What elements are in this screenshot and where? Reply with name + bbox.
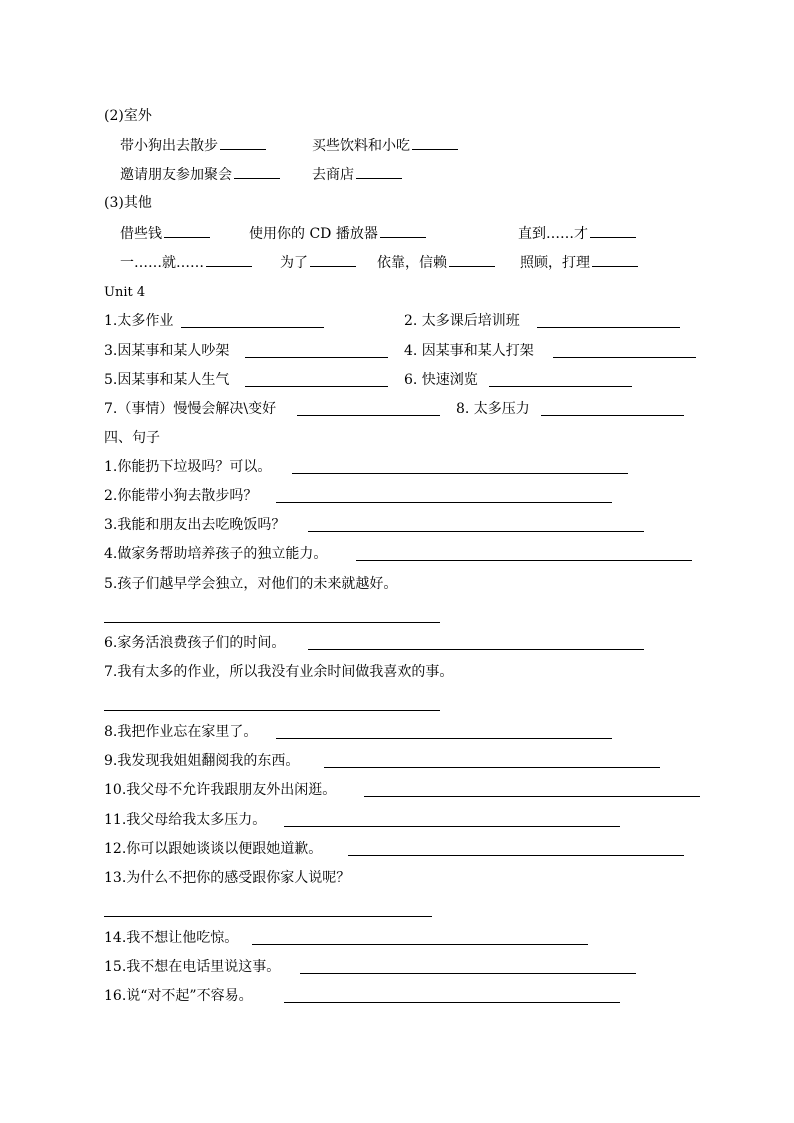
sentence-prompt: 3.我能和朋友出去吃晚饭吗？ <box>104 517 286 533</box>
sentence-prompt: 11.我父母给我太多压力。 <box>104 812 267 828</box>
sentence-prompt: 2.你能带小狗去散步吗？ <box>104 488 258 504</box>
answer-line[interactable] <box>348 855 684 856</box>
answer-line[interactable] <box>300 973 636 974</box>
sentence-prompt: 5.孩子们越早学会独立，对他们的未来就越好。 <box>104 576 398 592</box>
unit4-item: 5.因某事和某人生气 <box>104 372 230 388</box>
vocab-item: 借些钱 <box>120 223 210 244</box>
unit4-item: 4. 因某事和某人打架 <box>404 343 534 359</box>
vocab-item: 照顾，打理 <box>520 252 638 273</box>
vocab-item: 一……就…… <box>120 252 252 273</box>
answer-blank[interactable] <box>553 357 696 358</box>
answer-blank[interactable] <box>356 164 402 179</box>
answer-blank[interactable] <box>220 135 266 150</box>
answer-blank[interactable] <box>164 223 210 238</box>
answer-blank[interactable] <box>245 386 388 387</box>
answer-blank[interactable] <box>310 252 356 267</box>
unit4-item: 1.太多作业 <box>104 313 174 329</box>
answer-blank[interactable] <box>412 135 458 150</box>
answer-line[interactable] <box>324 767 660 768</box>
answer-blank[interactable] <box>380 223 426 238</box>
unit4-title: Unit 4 <box>104 285 146 300</box>
answer-blank[interactable] <box>297 415 440 416</box>
vocab-item: 邀请朋友参加聚会 <box>120 164 280 185</box>
sentence-prompt: 10.我父母不允许我跟朋友外出闲逛。 <box>104 782 337 798</box>
answer-blank[interactable] <box>592 252 638 267</box>
vocab-item: 去商店 <box>312 164 402 185</box>
vocab-item: 为了 <box>280 252 356 273</box>
vocab-item: 带小狗出去散步 <box>120 135 266 156</box>
answer-blank[interactable] <box>541 415 684 416</box>
answer-blank[interactable] <box>449 252 495 267</box>
sentence-prompt: 13.为什么不把你的感受跟你家人说呢？ <box>104 870 351 886</box>
sentence-prompt: 7.我有太多的作业，所以我没有业余时间做我喜欢的事。 <box>104 664 454 680</box>
answer-line[interactable] <box>308 531 644 532</box>
answer-blank[interactable] <box>590 223 636 238</box>
answer-line[interactable] <box>356 560 692 561</box>
vocab-item: 使用你的 CD 播放器 <box>249 223 426 244</box>
answer-blank[interactable] <box>537 327 680 328</box>
section-outdoor-title: (2)室外 <box>104 108 152 124</box>
answer-line[interactable] <box>276 502 612 503</box>
sentence-prompt: 9.我发现我姐姐翻阅我的东西。 <box>104 753 300 769</box>
sentence-prompt: 8.我把作业忘在家里了。 <box>104 724 258 740</box>
sentences-title: 四、句子 <box>104 430 160 446</box>
answer-blank[interactable] <box>245 357 388 358</box>
answer-blank[interactable] <box>206 252 252 267</box>
sentence-prompt: 6.家务活浪费孩子们的时间。 <box>104 635 286 651</box>
answer-blank[interactable] <box>181 327 324 328</box>
vocab-item: 依靠，信赖 <box>377 252 495 273</box>
sentence-prompt: 1.你能扔下垃圾吗？可以。 <box>104 459 272 475</box>
unit4-item: 2. 太多课后培训班 <box>404 313 520 329</box>
answer-line[interactable] <box>104 622 440 623</box>
unit4-item: 8. 太多压力 <box>456 401 530 417</box>
answer-line[interactable] <box>104 916 432 917</box>
section-other-title: (3)其他 <box>104 195 152 211</box>
sentence-prompt: 14.我不想让他吃惊。 <box>104 930 239 946</box>
answer-line[interactable] <box>284 1002 620 1003</box>
answer-line[interactable] <box>252 944 588 945</box>
answer-blank[interactable] <box>489 386 632 387</box>
answer-line[interactable] <box>104 710 440 711</box>
answer-line[interactable] <box>276 738 612 739</box>
answer-line[interactable] <box>364 796 700 797</box>
answer-line[interactable] <box>308 649 644 650</box>
sentence-prompt: 12.你可以跟她谈谈以便跟她道歉。 <box>104 841 323 857</box>
sentence-prompt: 16.说“对不起”不容易。 <box>104 988 253 1004</box>
sentence-prompt: 4.做家务帮助培养孩子的独立能力。 <box>104 546 328 562</box>
vocab-item: 直到……才 <box>518 223 636 244</box>
vocab-item: 买些饮料和小吃 <box>312 135 458 156</box>
unit4-item: 3.因某事和某人吵架 <box>104 343 230 359</box>
unit4-item: 7.（事情）慢慢会解决\变好 <box>104 401 277 417</box>
unit4-item: 6. 快速浏览 <box>404 372 478 388</box>
sentence-prompt: 15.我不想在电话里说这事。 <box>104 959 281 975</box>
answer-blank[interactable] <box>234 164 280 179</box>
answer-line[interactable] <box>292 473 628 474</box>
answer-line[interactable] <box>284 826 620 827</box>
